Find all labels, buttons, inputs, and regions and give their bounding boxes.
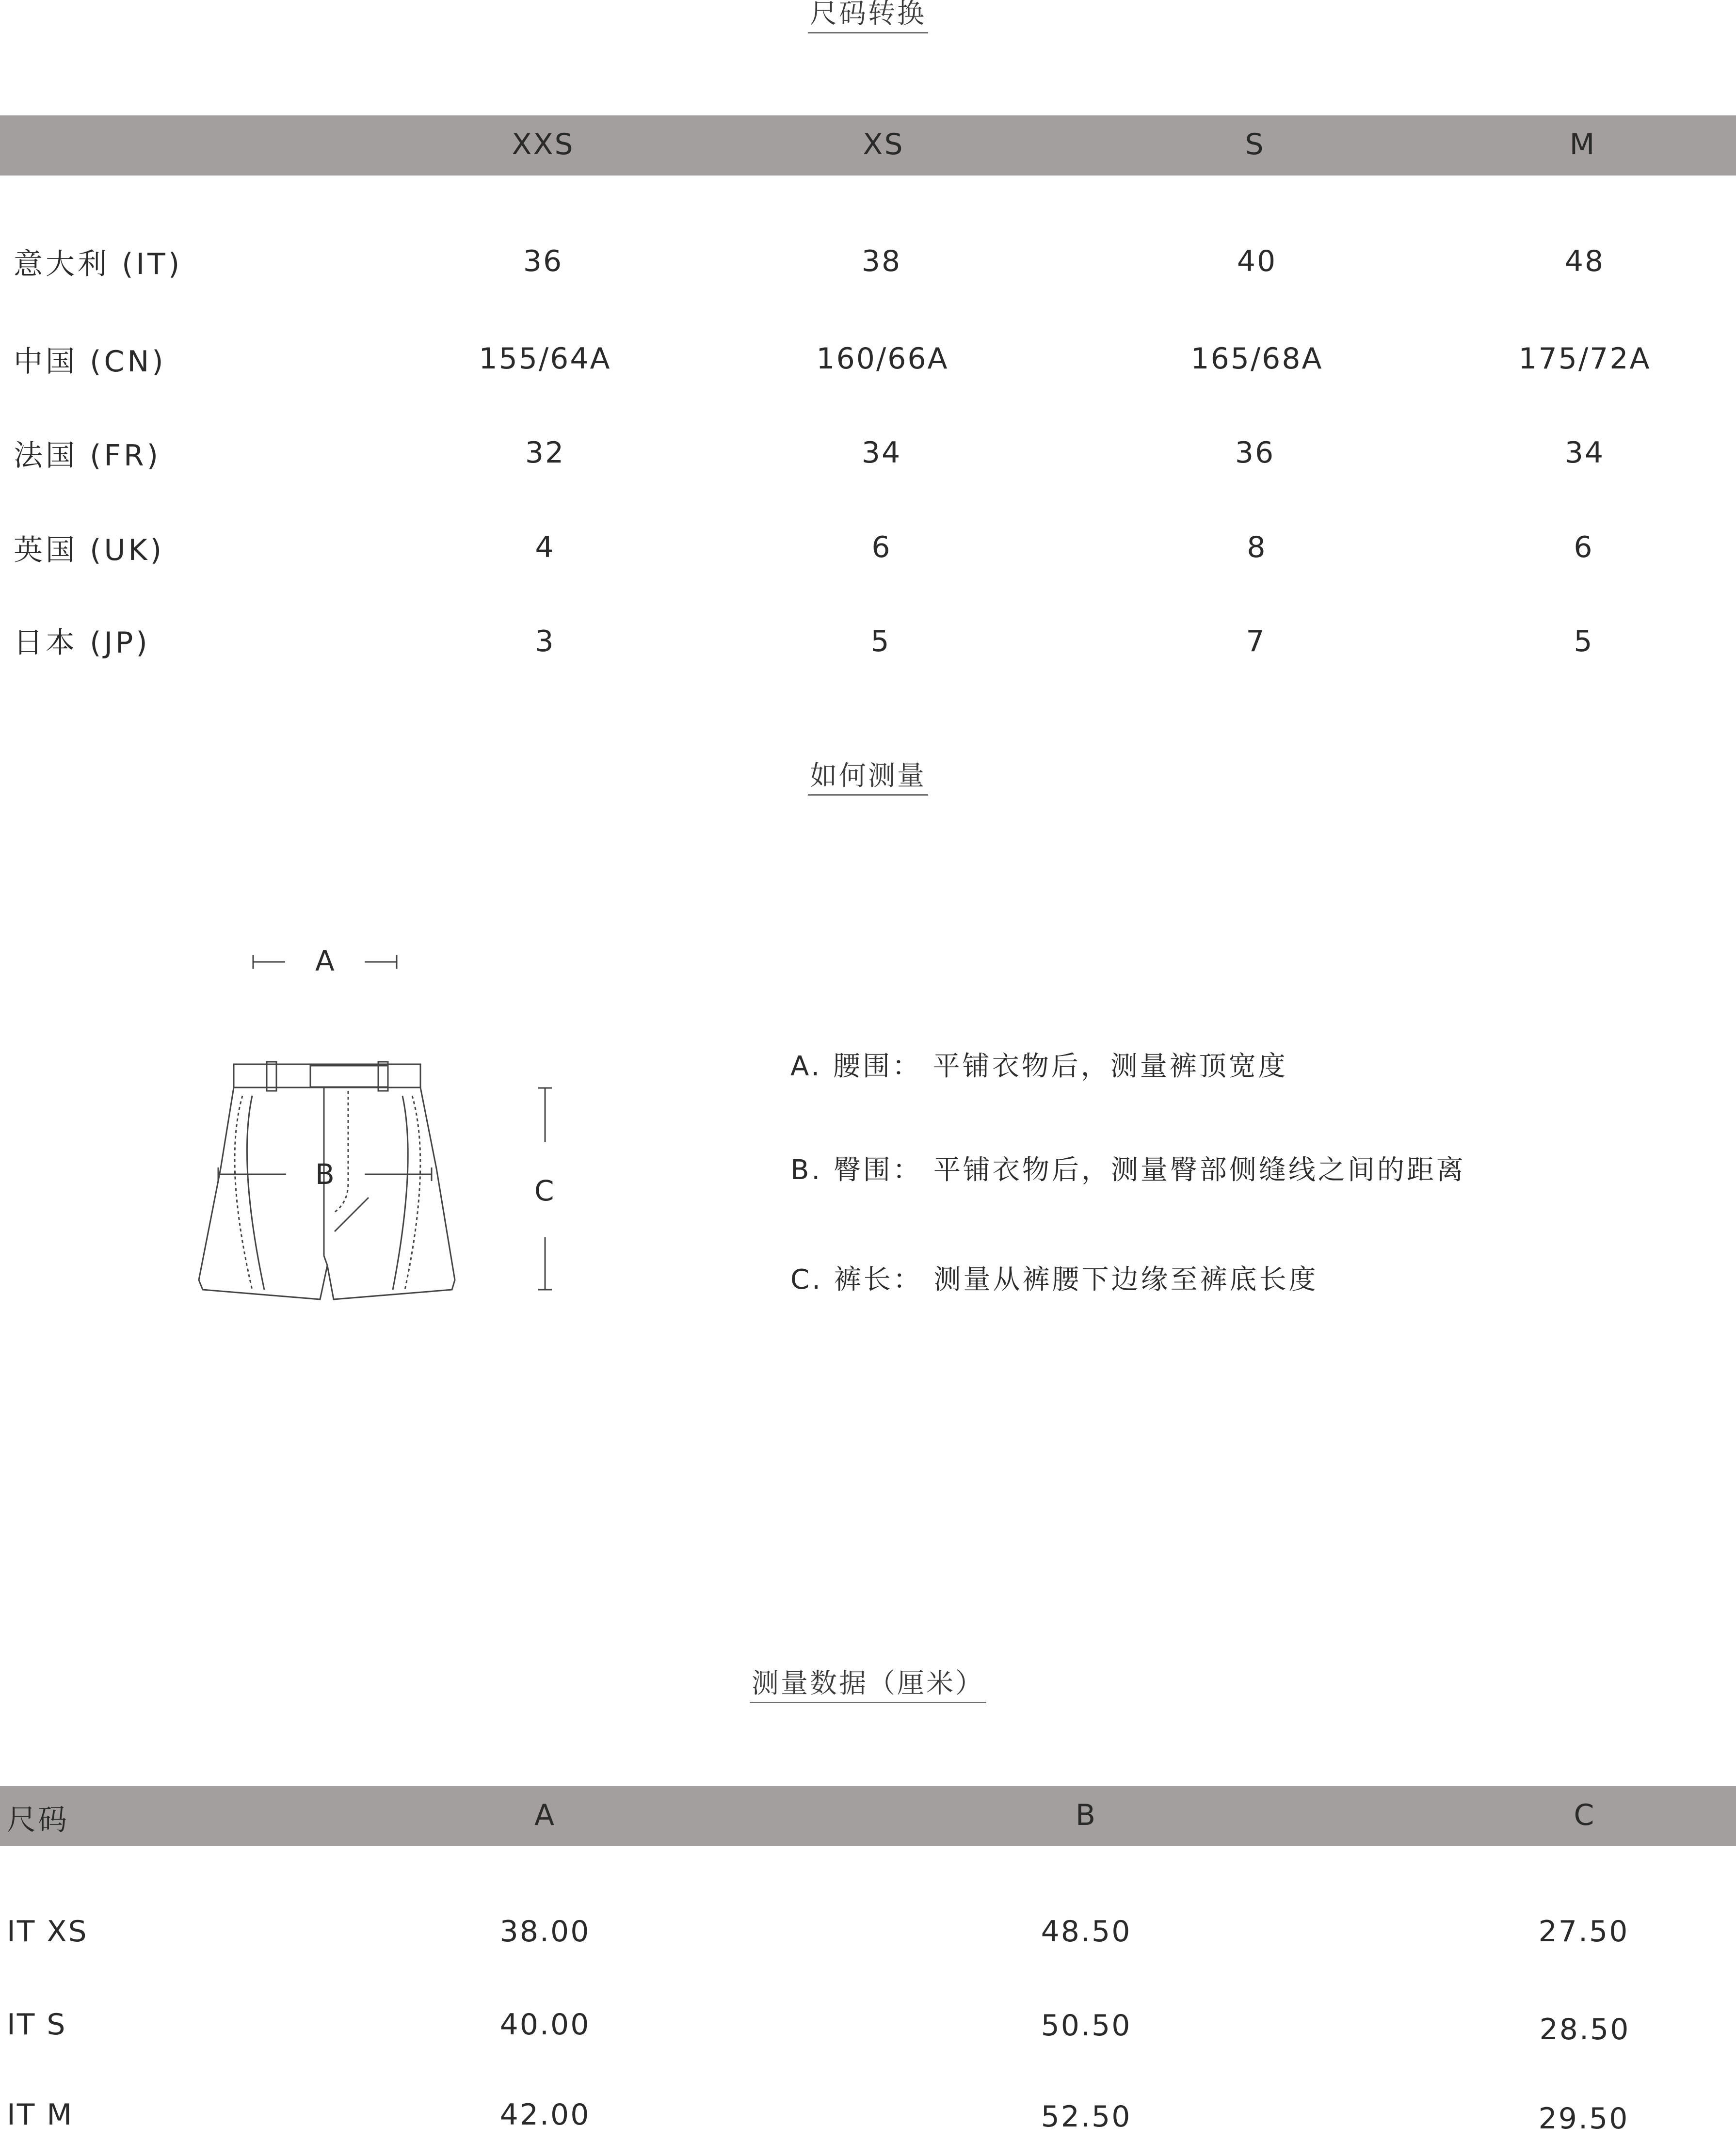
diagram-label-c: C xyxy=(534,1174,556,1207)
measurements-row-xs-size: IT XS xyxy=(7,1915,88,1949)
header-m: M xyxy=(1569,128,1596,161)
description-a-key: A. xyxy=(790,1051,822,1082)
cell-jp-s: 7 xyxy=(1246,624,1266,658)
measurements-row-s-size: IT S xyxy=(7,2008,67,2042)
diagram-label-b: B xyxy=(315,1158,336,1191)
description-c xyxy=(790,1261,1318,1299)
measurements-row-m-b: 52.50 xyxy=(1041,2100,1132,2134)
size-conversion-title: 尺码转换 xyxy=(0,0,1736,33)
description-a-text: 腰围： 平铺衣物后，测量裤顶宽度 xyxy=(833,1051,1288,1082)
cell-it-xs: 38 xyxy=(861,244,902,278)
description-c-key: C. xyxy=(790,1264,823,1295)
measurements-row-xs-c: 27.50 xyxy=(1538,1915,1629,1949)
cell-jp-m: 5 xyxy=(1574,624,1594,658)
measurements-row-s-b: 50.50 xyxy=(1041,2009,1132,2043)
row-label-it: 意大利 (IT) xyxy=(14,247,183,281)
description-c-text: 裤长： 测量从裤腰下边缘至裤底长度 xyxy=(834,1264,1318,1295)
measurements-row-m-c: 29.50 xyxy=(1538,2102,1629,2136)
measurements-row-xs-a: 38.00 xyxy=(499,1915,591,1949)
row-label-jp: 日本 (JP) xyxy=(14,626,150,660)
cell-uk-s: 8 xyxy=(1247,530,1267,564)
measurements-row-xs-b: 48.50 xyxy=(1041,1915,1132,1949)
description-b-text: 臀围： 平铺衣物后，测量臀部侧缝线之间的距离 xyxy=(834,1154,1466,1186)
header-xxs: XXS xyxy=(512,128,575,161)
cell-uk-xs: 6 xyxy=(871,530,892,564)
cell-jp-xxs: 3 xyxy=(535,624,555,658)
measurements-header-size: 尺码 xyxy=(7,1803,69,1837)
measurements-row-s-c: 28.50 xyxy=(1539,2013,1630,2046)
cell-cn-xxs: 155/64A xyxy=(479,342,611,376)
cell-cn-m: 175/72A xyxy=(1518,342,1651,376)
how-to-measure-title: 如何测量 xyxy=(0,759,1736,796)
description-b xyxy=(790,1151,1466,1190)
row-label-fr: 法国 (FR) xyxy=(14,439,161,473)
cell-fr-xxs: 32 xyxy=(525,436,565,470)
cell-it-m: 48 xyxy=(1564,244,1605,278)
cell-fr-m: 34 xyxy=(1564,436,1605,470)
description-b-key: B. xyxy=(790,1154,823,1186)
measurements-header-bar xyxy=(0,1786,1736,1846)
measurements-header-c: C xyxy=(1574,1798,1596,1832)
cell-cn-s: 165/68A xyxy=(1190,342,1323,376)
cell-it-xxs: 36 xyxy=(523,244,563,278)
measurements-title: 测量数据（厘米） xyxy=(0,1667,1736,1703)
cell-it-s: 40 xyxy=(1237,244,1277,278)
cell-jp-xs: 5 xyxy=(870,624,891,658)
measurements-row-m-size: IT M xyxy=(7,2098,74,2132)
cell-fr-s: 36 xyxy=(1235,436,1275,470)
cell-fr-xs: 34 xyxy=(861,436,902,470)
row-label-cn: 中国 (CN) xyxy=(14,345,166,379)
header-s: S xyxy=(1245,128,1265,161)
measurements-header-a: A xyxy=(534,1798,556,1832)
description-a xyxy=(790,1047,1288,1086)
row-label-uk: 英国 (UK) xyxy=(14,533,165,567)
cell-uk-xxs: 4 xyxy=(535,530,555,564)
cell-uk-m: 6 xyxy=(1574,530,1594,564)
measurements-row-m-a: 42.00 xyxy=(499,2098,591,2132)
measurements-row-s-a: 40.00 xyxy=(499,2008,591,2042)
diagram-label-a: A xyxy=(315,944,336,977)
shorts-icon xyxy=(184,921,582,1319)
header-xs: XS xyxy=(863,128,904,161)
cell-cn-xs: 160/66A xyxy=(816,342,949,376)
measurements-header-b: B xyxy=(1075,1798,1097,1832)
